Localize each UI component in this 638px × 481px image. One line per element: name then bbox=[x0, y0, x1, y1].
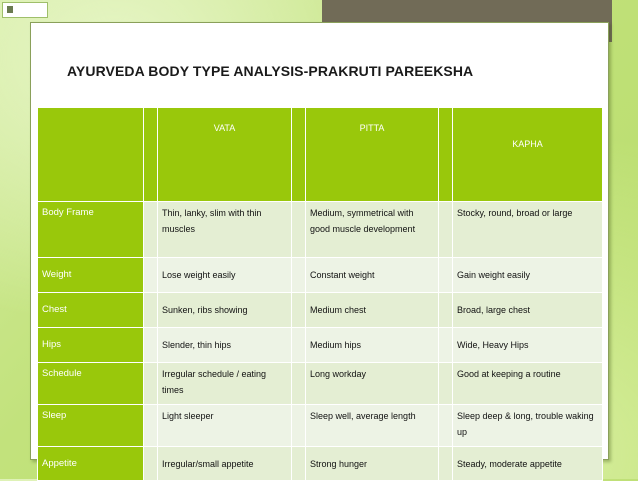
cell-vata: Lose weight easily bbox=[158, 258, 292, 293]
cell-kapha: Steady, moderate appetite bbox=[453, 447, 603, 481]
gap-cell bbox=[144, 405, 158, 447]
gap-cell bbox=[144, 363, 158, 405]
cell-vata: Light sleeper bbox=[158, 405, 292, 447]
cell-kapha: Wide, Heavy Hips bbox=[453, 328, 603, 363]
gap-cell bbox=[292, 328, 306, 363]
header-gap bbox=[439, 108, 453, 202]
gap-cell bbox=[439, 258, 453, 293]
row-label-appetite: Appetite bbox=[38, 447, 144, 481]
gap-cell bbox=[439, 363, 453, 405]
prakruti-table bbox=[37, 107, 603, 481]
cell-pitta: Medium chest bbox=[306, 293, 439, 328]
cell-pitta: Medium, symmetrical with good muscle development bbox=[306, 202, 439, 258]
cell-vata: Irregular schedule / eating times bbox=[158, 363, 292, 405]
table-row bbox=[38, 447, 603, 481]
table-row bbox=[38, 405, 603, 447]
cell-kapha: Stocky, round, broad or large bbox=[453, 202, 603, 258]
cell-vata: Sunken, ribs showing bbox=[158, 293, 292, 328]
gap-cell bbox=[144, 328, 158, 363]
cell-pitta: Medium hips bbox=[306, 328, 439, 363]
table-row bbox=[38, 293, 603, 328]
gap-cell bbox=[439, 202, 453, 258]
gap-cell bbox=[292, 293, 306, 328]
cell-pitta: Constant weight bbox=[306, 258, 439, 293]
gap-cell bbox=[439, 293, 453, 328]
gap-cell bbox=[439, 447, 453, 481]
table-row bbox=[38, 328, 603, 363]
table-row bbox=[38, 363, 603, 405]
row-label-hips: Hips bbox=[38, 328, 144, 363]
header-vata: VATA bbox=[158, 108, 292, 202]
row-label-schedule: Schedule bbox=[38, 363, 144, 405]
gap-cell bbox=[292, 405, 306, 447]
gap-cell bbox=[439, 328, 453, 363]
header-gap bbox=[292, 108, 306, 202]
header-pitta: PITTA bbox=[306, 108, 439, 202]
gap-cell bbox=[144, 447, 158, 481]
cell-kapha: Broad, large chest bbox=[453, 293, 603, 328]
row-label-weight: Weight bbox=[38, 258, 144, 293]
header-kapha: KAPHA bbox=[453, 108, 603, 202]
header-blank bbox=[38, 108, 144, 202]
slide-thumbnail bbox=[2, 2, 48, 18]
gap-cell bbox=[292, 363, 306, 405]
table-row bbox=[38, 202, 603, 258]
cell-vata: Slender, thin hips bbox=[158, 328, 292, 363]
gap-cell bbox=[439, 405, 453, 447]
slide-title: AYURVEDA BODY TYPE ANALYSIS-PRAKRUTI PAREEKSHA bbox=[67, 63, 474, 79]
cell-vata: Irregular/small appetite bbox=[158, 447, 292, 481]
gap-cell bbox=[292, 447, 306, 481]
row-label-body-frame: Body Frame bbox=[38, 202, 144, 258]
row-label-sleep: Sleep bbox=[38, 405, 144, 447]
cell-pitta: Long workday bbox=[306, 363, 439, 405]
gap-cell bbox=[144, 258, 158, 293]
gap-cell bbox=[144, 293, 158, 328]
table-header-row bbox=[38, 108, 603, 202]
cell-kapha: Good at keeping a routine bbox=[453, 363, 603, 405]
cell-pitta: Strong hunger bbox=[306, 447, 439, 481]
row-label-chest: Chest bbox=[38, 293, 144, 328]
cell-kapha: Sleep deep & long, trouble waking up bbox=[453, 405, 603, 447]
cell-vata: Thin, lanky, slim with thin muscles bbox=[158, 202, 292, 258]
cell-pitta: Sleep well, average length bbox=[306, 405, 439, 447]
cell-kapha: Gain weight easily bbox=[453, 258, 603, 293]
header-gap bbox=[144, 108, 158, 202]
gap-cell bbox=[292, 258, 306, 293]
gap-cell bbox=[292, 202, 306, 258]
slide-panel bbox=[30, 22, 609, 469]
table-row bbox=[38, 258, 603, 293]
thumbnail-mark bbox=[7, 6, 13, 13]
gap-cell bbox=[144, 202, 158, 258]
